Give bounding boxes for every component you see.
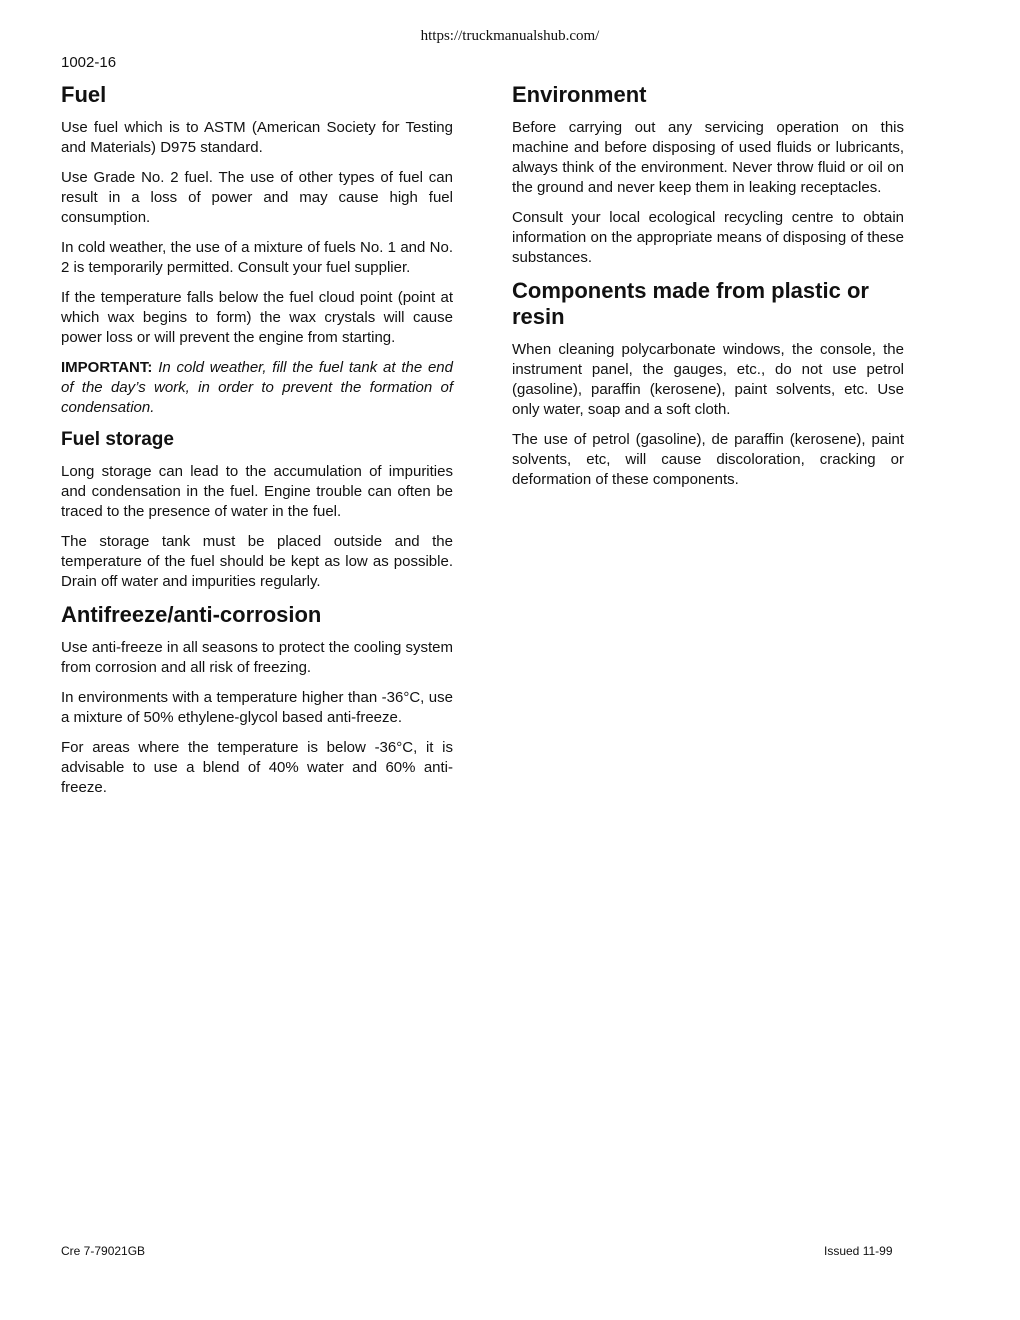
paragraph: Use anti-freeze in all seasons to protect the cooling system from corrosion and all risk of freezing. [61, 639, 453, 676]
important-text: In cold weather, fill the fuel tank at the end of the day’s work, in order to prevent the formation of condensation. [61, 359, 453, 416]
important-label: IMPORTANT: [61, 359, 153, 376]
source-url: https://truckmanualshub.com/ [420, 28, 600, 44]
section-antifreeze [61, 602, 453, 798]
footer-issued: Issued 11-99 [824, 1244, 893, 1258]
page-number: 1002-16 [61, 54, 117, 71]
important-note [61, 358, 453, 418]
section-fuel-storage [61, 428, 453, 592]
section-components [512, 278, 904, 490]
paragraph: The storage tank must be placed outside and the temperature of the fuel should be kept as low as possible. Drain off water and impurities regularly. [61, 533, 453, 590]
paragraph: Before carrying out any servicing operation on this machine and before disposing of used fluids or lubricants, always think of the environment. Never throw fluid or oil on the ground and never keep them in leaking receptacles. [512, 119, 904, 196]
heading-environment: Environment [512, 82, 647, 107]
heading-fuel-storage: Fuel storage [61, 429, 174, 450]
heading-antifreeze: Antifreeze/anti-corrosion [61, 602, 322, 627]
paragraph: If the temperature falls below the fuel cloud point (point at which wax begins to form) the wax crystals will cause power loss or will prevent the engine from starting. [61, 289, 453, 346]
paragraph: The use of petrol (gasoline), de paraffin (kerosene), paint solvents, etc, will cause discoloration, cracking or deformation of these components. [512, 431, 904, 488]
paragraph: Long storage can lead to the accumulation of impurities and condensation in the fuel. Engine trouble can often be traced to the presence of water in the fuel. [61, 463, 453, 520]
paragraph: In environments with a temperature higher than -36°C, use a mixture of 50% ethylene-glycol based anti-freeze. [61, 689, 453, 726]
paragraph: Use Grade No. 2 fuel. The use of other types of fuel can result in a loss of power and may cause high fuel consumption. [61, 169, 453, 226]
section-fuel [61, 82, 453, 418]
paragraph: Use fuel which is to ASTM (American Society for Testing and Materials) D975 standard. [61, 119, 453, 156]
left-column [61, 82, 453, 808]
paragraph: Consult your local ecological recycling centre to obtain information on the appropriate means of disposing of these substances. [512, 209, 904, 266]
section-environment [512, 82, 904, 268]
heading-components: Components made from plastic or resin [512, 278, 869, 329]
paragraph: When cleaning polycarbonate windows, the console, the instrument panel, the gauges, etc., do not use petrol (gasoline), paraffin (kerosene), paint solvents, etc. Use only water, soap and a soft cloth. [512, 341, 904, 418]
right-column [512, 82, 904, 500]
footer-doc-code: Cre 7-79021GB [61, 1244, 146, 1258]
paragraph: For areas where the temperature is below -36°C, it is advisable to use a blend of 40% water and 60% anti-freeze. [61, 739, 453, 796]
heading-fuel: Fuel [61, 82, 107, 107]
paragraph: In cold weather, the use of a mixture of fuels No. 1 and No. 2 is temporarily permitted. Consult your fuel supplier. [61, 239, 453, 276]
